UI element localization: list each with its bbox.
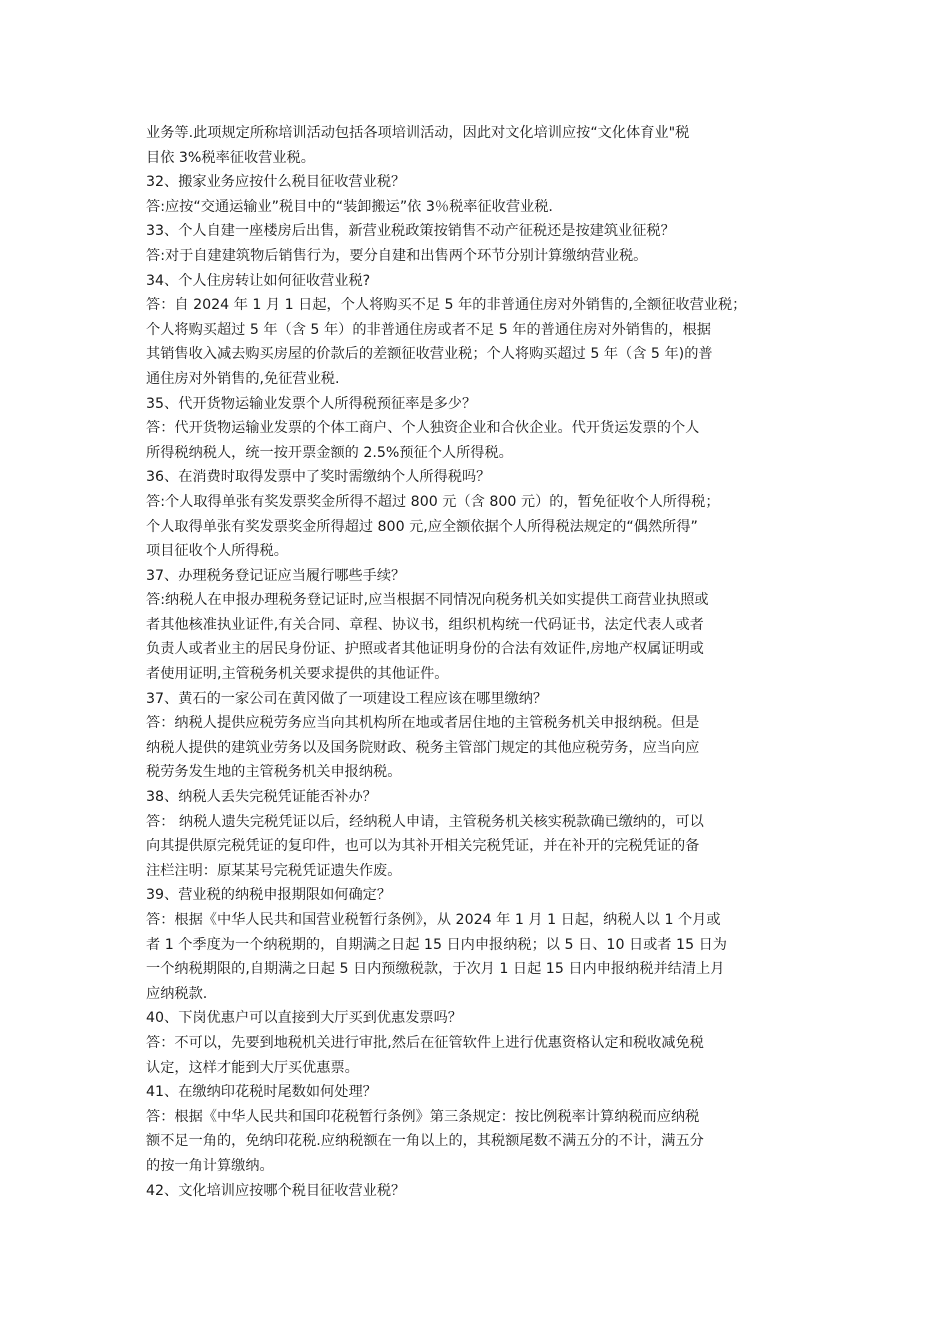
text-line: 39、营业税的纳税申报期限如何确定？ [146,887,392,904]
text-line: 41、在缴纳印花税时尾数如何处理？ [146,1084,377,1101]
text-line: 答:应按“交通运输业”税目中的“装卸搬运”依 3％税率征收营业税. [146,198,553,215]
text-line: 答：纳税人提供应税劳务应当向其机构所在地或者居住地的主管税务机关申报纳税。但是 [146,715,700,732]
text-line: 答:对于自建建筑物后销售行为，要分自建和出售两个环节分别计算缴纳营业税。 [146,247,648,264]
text-line: 者使用证明,主管税务机关要求提供的其他证件。 [146,666,449,683]
text-line: 通住房对外销售的,免征营业税. [146,370,340,387]
text-line: 答： 纳税人遗失完税凭证以后，经纳税人申请，主管税务机关核实税款确已缴纳的，可以 [146,813,704,830]
text-line: 应纳税款. [146,985,208,1002]
text-line: 目依 3%税率征收营业税。 [146,149,315,166]
text-line: 税劳务发生地的主管税务机关申报纳税。 [146,764,402,781]
text-line: 37、黄石的一家公司在黄冈做了一项建设工程应该在哪里缴纳？ [146,690,548,707]
text-line: 40、下岗优惠户可以直接到大厅买到优惠发票吗？ [146,1010,462,1027]
text-line: 一个纳税期限的,自期满之日起 5 日内预缴税款，于次月 1 日起 15 日内申报纳税并结清上月 [146,961,725,978]
text-line: 所得税纳税人，统一按开票金额的 2.5%预征个人所得税。 [146,444,513,461]
text-line: 答：根据《中华人民共和国印花税暂行条例》第三条规定：按比例税率计算纳税而应纳税 [146,1108,700,1125]
text-line: 项目征收个人所得税。 [146,543,288,560]
text-line: 者其他核准执业证件,有关合同、章程、协议书，组织机构统一代码证书，法定代表人或者 [146,616,704,633]
text-line: 37、办理税务登记证应当履行哪些手续？ [146,567,406,584]
text-line: 42、文化培训应按哪个税目征收营业税？ [146,1182,406,1199]
text-line: 答：代开货物运输业发票的个体工商户、个人独资企业和合伙企业。代开货运发票的个人 [146,420,700,437]
text-line: 答：自 2024 年 1 月 1 日起，个人将购买不足 5 年的非普通住房对外销售的,全额征收营业税； [146,297,747,314]
text-line: 答：根据《中华人民共和国营业税暂行条例》，从 2024 年 1 月 1 日起，纳税人以 1 个月或 [146,912,721,928]
text-line: 认定，这样才能到大厅买优惠票。 [146,1059,359,1076]
text-line: 负责人或者业主的居民身份证、护照或者其他证明身份的合法有效证件,房地产权属证明或 [146,641,704,658]
text-line: 33、个人自建一座楼房后出售，新营业税政策按销售不动产征税还是按建筑业征税？ [146,223,675,240]
text-line: 的按一角计算缴纳。 [146,1157,274,1174]
text-line: 答:纳税人在申报办理税务登记证时,应当根据不同情况向税务机关如实提供工商营业执照或 [146,592,709,609]
text-line: 35、代开货物运输业发票个人所得税预征率是多少？ [146,395,477,412]
text-line: 业务等.此项规定所称培训活动包括各项培训活动，因此对文化培训应按“文化体育业"税 [146,125,690,141]
text-line: 纳税人提供的建筑业劳务以及国务院财政、税务主管部门规定的其他应税劳务，应当向应 [146,739,700,756]
text-line: 个人将购买超过 5 年（含 5 年）的非普通住房或者不足 5 年的普通住房对外销售的，根据 [146,321,711,338]
text-line: 其销售收入减去购买房屋的价款后的差额征收营业税；个人将购买超过 5 年（含 5 年)的普 [146,346,713,363]
text-line: 向其提供原完税凭证的复印件，也可以为其补开相关完税凭证，并在补开的完税凭证的备 [146,838,700,855]
text-line: 38、纳税人丢失完税凭证能否补办？ [146,789,377,806]
text-line: 36、在消费时取得发票中了奖时需缴纳个人所得税吗？ [146,469,491,486]
text-line: 注栏注明：原某某号完税凭证遗失作废。 [146,862,402,879]
document-body [146,121,810,1203]
text-line: 34、个人住房转让如何征收营业税? [146,272,371,289]
text-line: 额不足一角的，免纳印花税.应纳税额在一角以上的，其税额尾数不满五分的不计，满五分 [146,1133,704,1150]
text-line: 答:个人取得单张有奖发票奖金所得不超过 800 元（含 800 元）的，暂免征收个人所得税； [146,493,720,510]
text-line: 答：不可以，先要到地税机关进行审批,然后在征管软件上进行优惠资格认定和税收减免税 [146,1034,704,1051]
text-line: 个人取得单张有奖发票奖金所得超过 800 元,应全额依据个人所得税法规定的“偶然所得” [146,518,698,535]
text-line: 32、搬家业务应按什么税目征收营业税？ [146,174,406,191]
text-line: 者 1 个季度为一个纳税期的，自期满之日起 15 日内申报纳税；以 5 日、10 日或者 15 日为 [146,936,727,953]
